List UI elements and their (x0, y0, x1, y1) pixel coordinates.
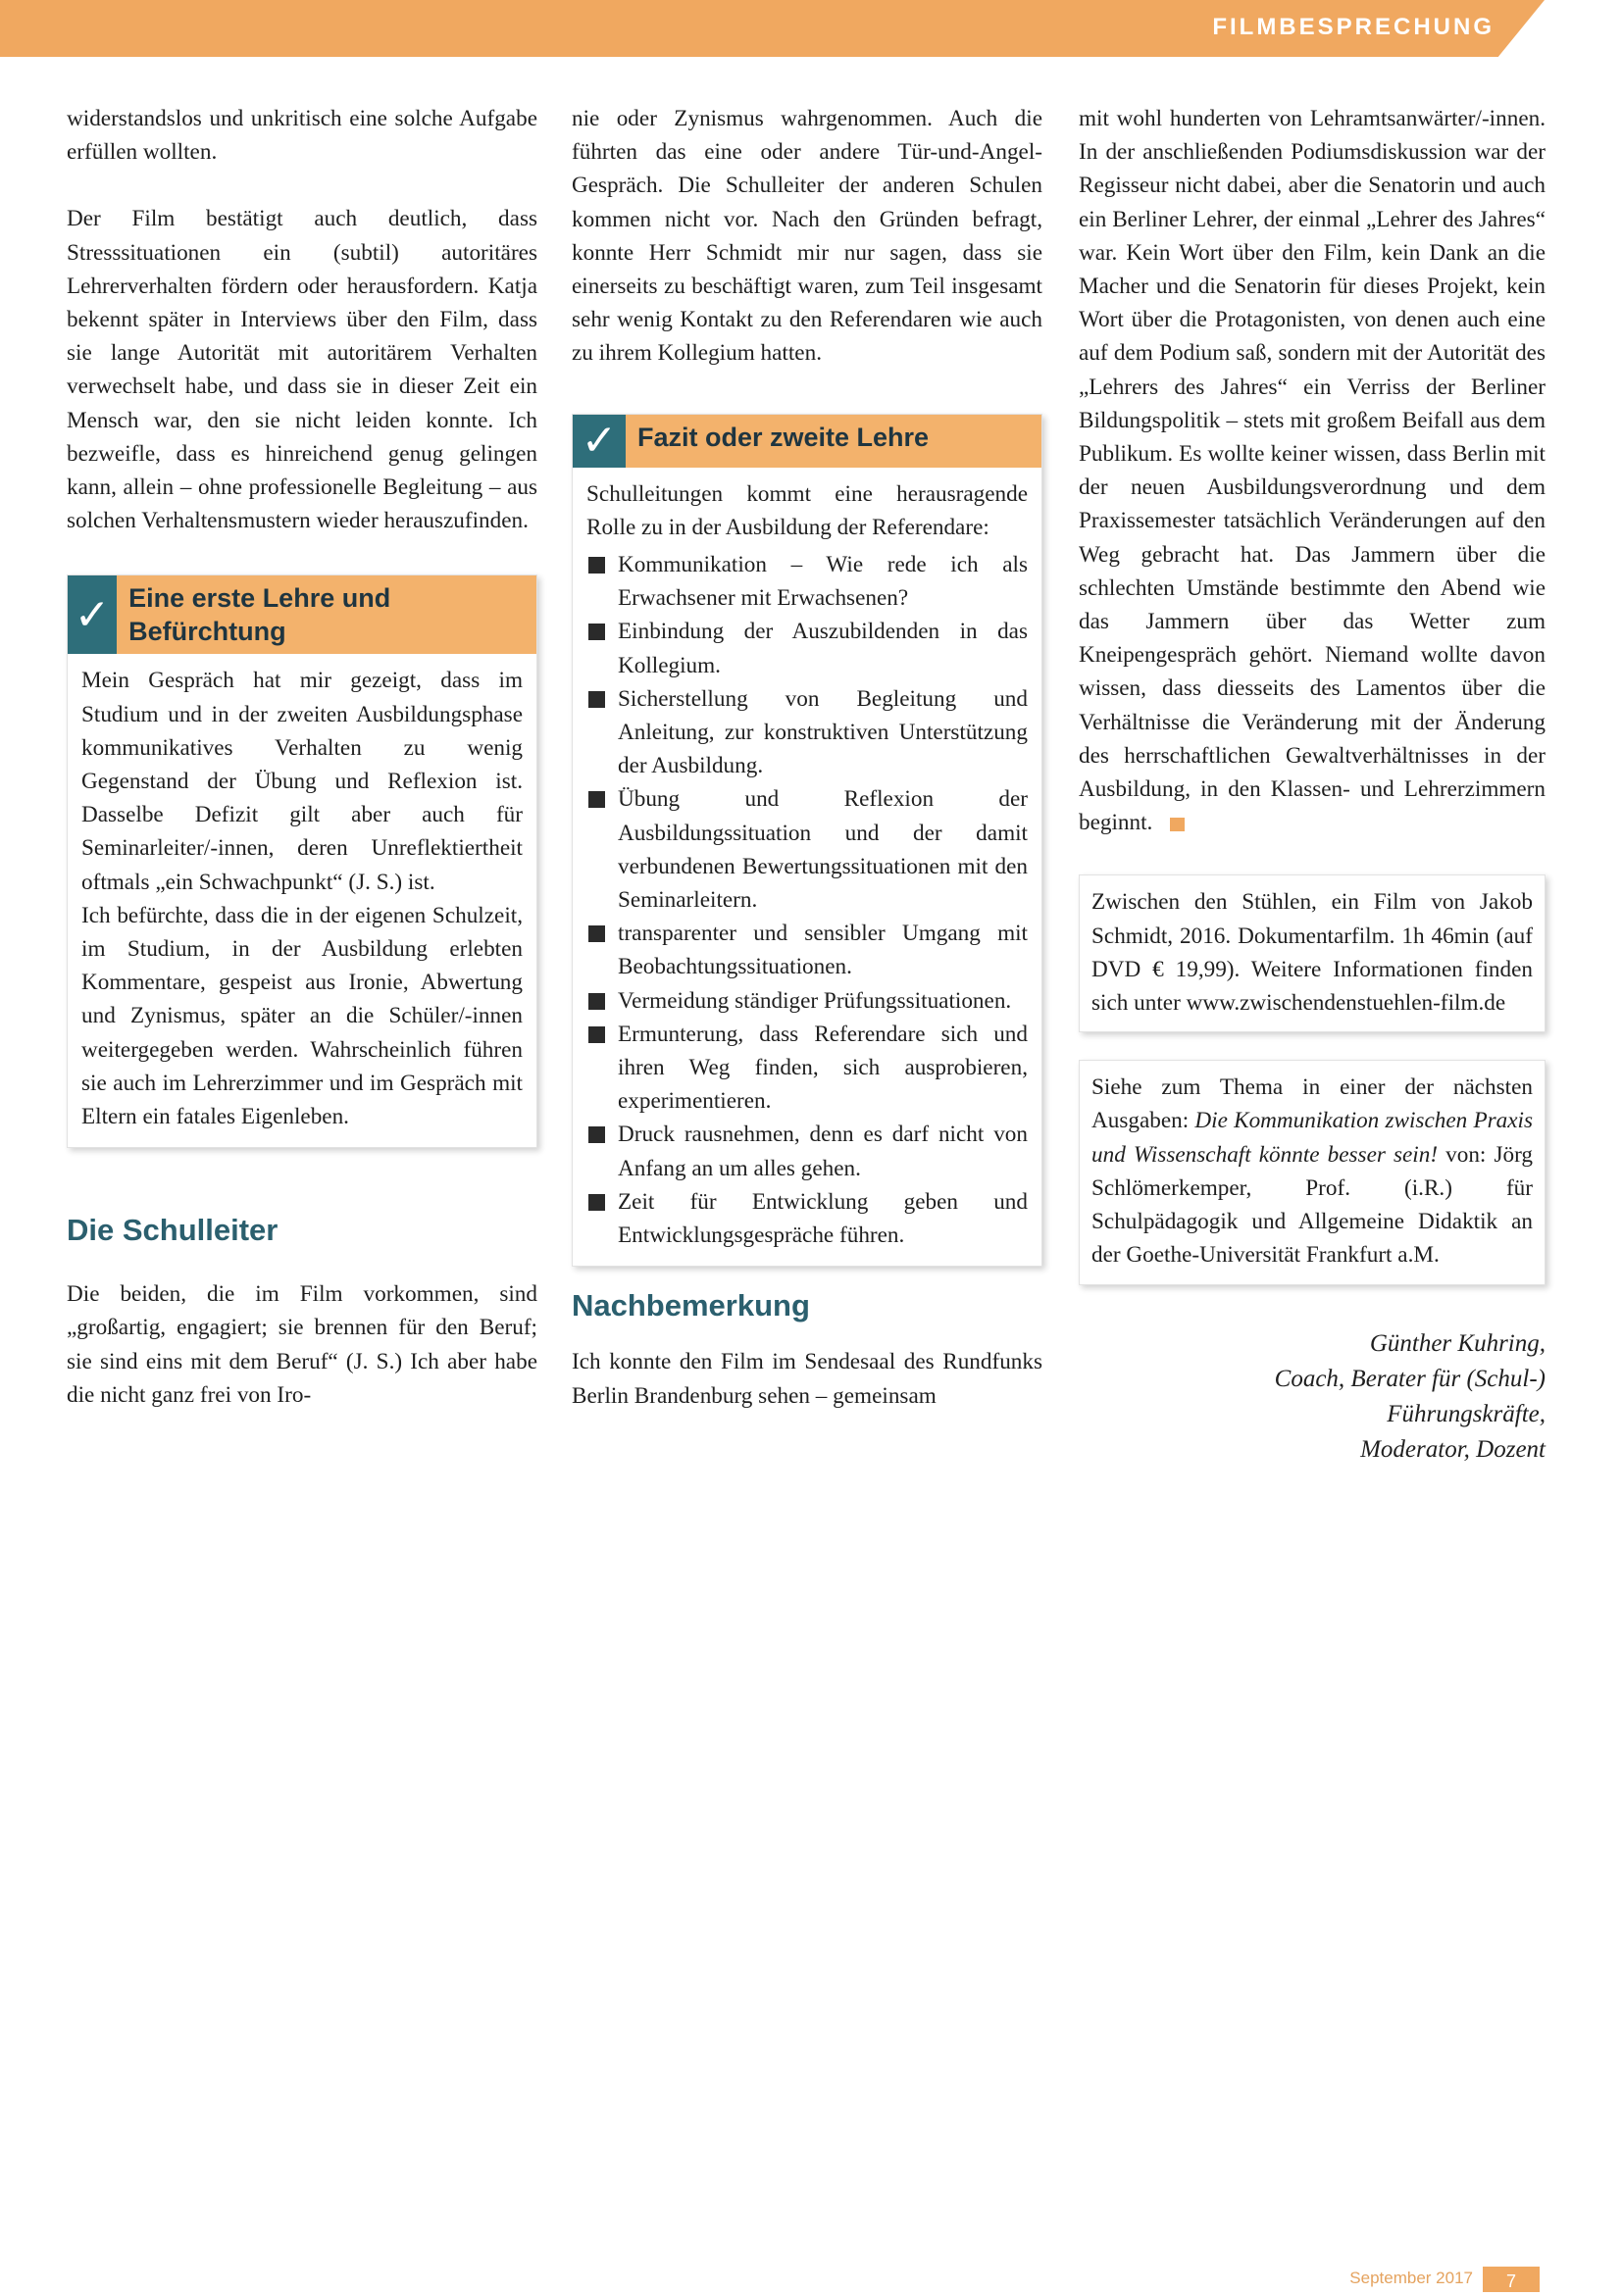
section-heading: Die Schulleiter (67, 1213, 279, 1248)
next-issue-text: Siehe zum Thema in einer der nächsten Ausgaben: Die Kommunikation zwischen Praxis und Wissenschaft könnte besser sein! von: Jörg Schlömerkemper, Prof. (i.R.) für Schulpädagogik und Allgemeine Didaktik an der Goethe-Universität Frankfurt a.M. (1091, 1074, 1533, 1269)
paragraph: Ich konnte den Film im Sendesaal des Rundfunks Berlin Brandenburg sehen – gemeinsam (572, 1349, 1042, 1409)
list-item: Vermeidung ständiger Prüfungssituationen. (586, 984, 1028, 1018)
recommendation-list (586, 548, 1028, 1252)
box-title: Fazit oder zweite Lehre (637, 422, 930, 452)
list-item: Druck rausnehmen, denn es darf nicht von Anfang an um alles gehen. (586, 1118, 1028, 1184)
column-1 (67, 102, 537, 1412)
end-mark-icon (1170, 818, 1185, 831)
lesson-box-2 (572, 414, 1042, 1268)
column-2 (572, 102, 1042, 1413)
list-item: Sicherstellung von Begleitung und Anleitung, zur konstruktiven Unterstützung der Ausbildung. (586, 682, 1028, 783)
next-issue-box (1079, 1060, 1546, 1284)
checkmark-icon: ✓ (573, 415, 626, 468)
list-item: transparenter und sensibler Umgang mit Beobachtungssituationen. (586, 917, 1028, 983)
page-footer (1349, 2267, 1540, 2292)
paragraph: Die beiden, die im Film vorkommen, sind „großartig, engagiert; sie brennen für den Beruf; sie sind eins mit dem Beruf“ (J. S.) Ich aber habe die nicht ganz frei von Iro- (67, 1281, 537, 1408)
film-info-box (1079, 874, 1546, 1032)
page-number: 7 (1483, 2267, 1540, 2292)
box-header (68, 575, 536, 654)
checkmark-icon: ✓ (68, 575, 117, 654)
list-item: Übung und Reflexion der Ausbildungssituation und der damit verbundenen Bewertungssituationen mit den Seminarleitern. (586, 782, 1028, 917)
lesson-box-1 (67, 574, 537, 1148)
box-title: Eine erste Lehre und Befürchtung (128, 583, 391, 647)
list-item: Zeit für Entwicklung geben und Entwicklungsgespräche führen. (586, 1185, 1028, 1252)
box-paragraph: Ich befürchte, dass die in der eigenen Schulzeit, im Studium, in der Ausbildung erlebten Kommentare, gespeist aus Ironie, Abwertung und Zynismus, später an die Schüler/-innen weitergegeben werden. Wahrscheinlich führen sie auch im Lehrerzimmer und im Gespräch mit Eltern ein fatales Eigenleben. (81, 902, 523, 1130)
author-signature: Günther Kuhring, Coach, Berater für (Schul-) Führungskräfte, Moderator, Dozent (1274, 1329, 1546, 1463)
paragraph: mit wohl hunderten von Lehramtsanwärter/-innen. In der anschließenden Podiumsdiskussion war der Regisseur nicht dabei, aber die Senatorin und auch ein Berliner Lehrer, der einmal „Lehrer des Jahres“ war. Kein Wort über den Film, kein Dank an die Macher und die Senatorin für dieses Projekt, kein Wort über die Protagonisten, von denen auch eine auf dem Podium saß, sondern mit der Autorität des „Lehrers des Jahres“ ein Verriss der Berliner Bildungspolitik – stets mit großem Beifall aus dem Publikum. Es wollte keiner wissen, dass Berlin mit der neuen Ausbildungsverordnung und dem Praxissemester tatsächlich Veränderungen auf den Weg gebracht hat. Das Jammern über die schlechten Umstände bestimmte den Abend wie das Jammern über das Wetter zum Kneipengespräch gehört. Niemand wollte davon wissen, dass diesseits des Lamentos über die Verhältnisse die Veränderung mit der Änderung des herrschaftlichen Gewaltverhältnisses in der Ausbildung, in den Klassen- und Lehrerzimmern beginnt. (1079, 106, 1546, 836)
paragraph: nie oder Zynismus wahrgenommen. Auch die führten das eine oder andere Tür-und-Angel-Gespräch. Die Schulleiter der anderen Schulen kommen nicht vor. Nach den Gründen befragt, konnte Herr Schmidt mir nur sagen, dass sie einerseits zu beschäftigt waren, zum Teil insgesamt sehr wenig Kontakt zu den Referendaren wie auch zu ihrem Kollegium hatten. (572, 106, 1042, 367)
paragraph: Der Film bestätigt auch deutlich, dass Stresssituationen ein (subtil) autoritäres Lehrerverhalten fördern oder herausfordern. Katja bekennt später in Interviews über den Film, dass sie lange Autorität mit autoritärem Verhalten verwechselt habe, und dass sie in dieser Zeit ein Mensch war, den sie nicht leiden konnte. Ich bezweifle, dass es hinreichend genug gelingen kann, allein – ohne professionelle Begleitung – aus solchen Verhaltensmustern wieder herauszufinden. (67, 206, 537, 534)
section-heading: Nachbemerkung (572, 1288, 810, 1323)
film-info: Zwischen den Stühlen, ein Film von Jakob Schmidt, 2016. Dokumentarfilm. 1h 46min (auf DVD € 19,99). Weitere Informationen finden sich unter www.zwischendenstuehlen-film.de (1091, 889, 1533, 1017)
paragraph: widerstandslos und unkritisch eine solche Aufgabe erfüllen wollten. (67, 106, 537, 166)
issue-date: September 2017 (1349, 2269, 1473, 2287)
box-paragraph: Mein Gespräch hat mir gezeigt, dass im Studium und in der zweiten Ausbildungsphase kommunikatives Verhalten zu wenig Gegenstand der Übung und Reflexion ist. Dasselbe Defizit gilt aber auch für Seminarleiter/-innen, deren Unreflektiertheit oftmals „ein Schwachpunkt“ (J. S.) ist. (81, 668, 523, 895)
box-intro: Schulleitungen kommt eine herausragende Rolle zu in der Ausbildung der Referendare: (586, 480, 1028, 540)
list-item: Kommunikation – Wie rede ich als Erwachsener mit Erwachsenen? (586, 548, 1028, 615)
article-title: Die Kommunikation zwischen Praxis und Wissenschaft könnte besser sein! (1091, 1108, 1533, 1168)
list-item: Ermunterung, dass Referendare sich und ihren Weg finden, sich ausprobieren, experimentieren. (586, 1018, 1028, 1119)
box-header (573, 415, 1041, 468)
column-3 (1079, 102, 1546, 1468)
list-item: Einbindung der Auszubildenden in das Kollegium. (586, 615, 1028, 681)
section-label: FILMBESPRECHUNG (1212, 14, 1495, 40)
